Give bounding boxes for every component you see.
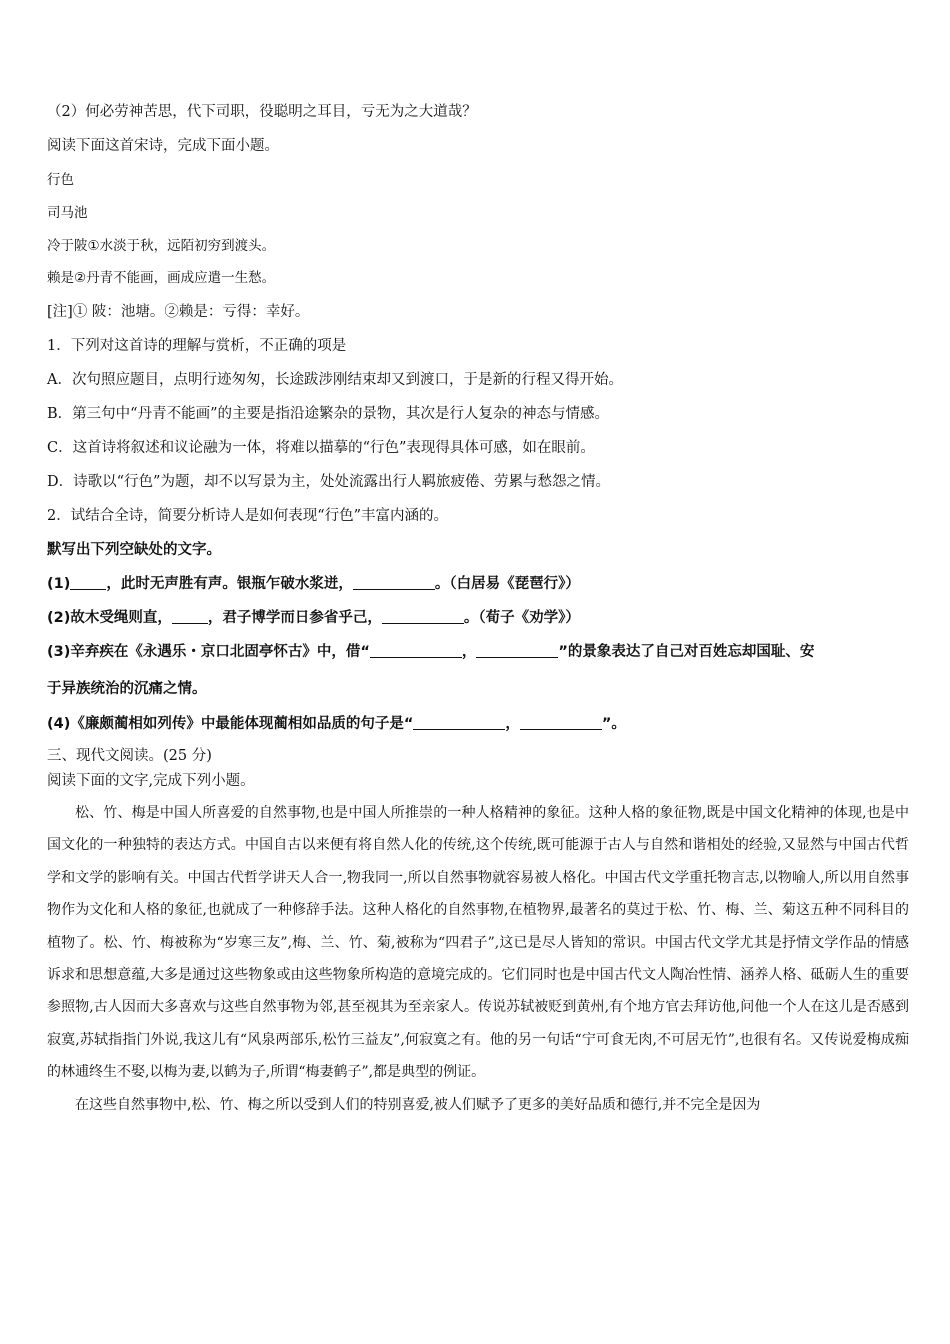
- answer-blank[interactable]: [353, 575, 435, 590]
- dictation-item-1: [47, 574, 580, 594]
- question-2b: 2．试结合全诗，简要分析诗人是如何表现“行色”丰富内涵的。: [47, 508, 449, 524]
- option-a: A．次句照应题目，点明行迹匆匆，长途跋涉刚结束却又到渡口，于是新的行程又得开始。: [47, 372, 623, 388]
- dictation-item-3-b: ，: [461, 644, 477, 660]
- dictation-item-2: [47, 608, 580, 628]
- dictation-item-2-c: 。（荀子《劝学》）: [463, 610, 580, 626]
- dictation-item-2-b: ，君子博学而日参省乎己，: [207, 610, 382, 626]
- answer-blank[interactable]: [476, 643, 558, 658]
- dictation-item-4-b: ，: [505, 716, 520, 732]
- dictation-item-3-cont: 于异族统治的沉痛之情。: [47, 681, 207, 697]
- dictation-item-1-a: (1): [47, 576, 71, 592]
- answer-blank[interactable]: [413, 715, 505, 730]
- section-3-heading: 三、现代文阅读。(25 分): [47, 748, 212, 764]
- dictation-item-3-c: ”的景象表达了自己对百姓忘却国耻、安: [558, 644, 815, 660]
- section-3-intro: 阅读下面的文字,完成下列小题。: [47, 773, 255, 789]
- poem-title: 行色: [47, 172, 74, 188]
- answer-blank[interactable]: [382, 609, 464, 624]
- dictation-heading: 默写出下列空缺处的文字。: [47, 542, 221, 558]
- passage-paragraph-2: 在这些自然事物中,松、竹、梅之所以受到人们的特别喜爱,被人们赋予了更多的美好品质和德行,并不完全是因为: [75, 1096, 761, 1113]
- question-1: 1．下列对这首诗的理解与赏析，不正确的项是: [47, 338, 347, 354]
- dictation-item-1-b: ，此时无声胜有声。银瓶乍破水浆迸，: [106, 576, 353, 592]
- dictation-item-3: [47, 642, 814, 662]
- dictation-item-4: [47, 714, 626, 734]
- poem-note: [注]① 陂：池塘。②赖是：亏得：幸好。: [47, 304, 310, 320]
- answer-blank[interactable]: [370, 643, 462, 658]
- poem-author: 司马池: [47, 205, 88, 221]
- poem-line-1: 冷于陂①水淡于秋，远陌初穷到渡头。: [47, 238, 276, 254]
- passage-paragraph-1: 松、竹、梅是中国人所喜爱的自然事物,也是中国人所推崇的一种人格精神的象征。这种人格的象征物,既是中国文化精神的体现,也是中国文化的一种独特的表达方式。中国自古以来便有将自然人化的传统,这个传统,既可能源于古人与自然和谐相处的经验,又显然与中国古代哲学和文学的影响有关。中国古代哲学讲天人合一,物我同一,所以自然事物就容易被人格化。中国古代文学重托物言志,以物喻人,所以用自然事物作为文化和人格的象征,也就成了一种修辞手法。这种人格化的自然事物,在植物界,最著名的莫过于松、竹、梅、兰、菊这五种不同科目的植物了。松、竹、梅被称为“岁寒三友”,梅、兰、竹、菊,被称为“四君子”,这已是尽人皆知的常识。中国古代文学尤其是抒情文学作品的情感诉求和思想意蕴,大多是通过这些物象或由这些物象所构造的意境完成的。它们同时也是中国古代文人陶冶性情、涵养人格、砥砺人生的重要参照物,古人因而大多喜欢与这些自然事物为邻,甚至视其为至亲家人。传说苏轼被贬到黄州,有个地方官去拜访他,问他一个人在这儿是否感到寂寞,苏轼指指门外说,我这儿有“风泉两部乐,松竹三益友”,何寂寞之有。他的另一句话“宁可食无肉,不可居无竹”,也很有名。又传说爱梅成痴的林逋终生不娶,以梅为妻,以鹤为子,所谓“梅妻鹤子”,都是典型的例证。: [47, 805, 909, 1081]
- reading-passage: [47, 797, 909, 1121]
- dictation-item-3-a: (3)辛弃疾在《永遇乐・京口北固亭怀古》中，借“: [47, 644, 370, 660]
- answer-blank[interactable]: [520, 715, 602, 730]
- poem-intro: 阅读下面这首宋诗，完成下面小题。: [47, 138, 279, 154]
- option-d: D．诗歌以“行色”为题，却不以写景为主，处处流露出行人羁旅疲倦、劳累与愁怨之情。: [47, 474, 610, 490]
- question-2-text: （2）何必劳神苦思，代下司职，役聪明之耳目，亏无为之大道哉？: [47, 104, 477, 120]
- answer-blank[interactable]: [172, 609, 208, 624]
- poem-line-2: 赖是②丹青不能画，画成应遣一生愁。: [47, 270, 276, 286]
- answer-blank[interactable]: [70, 575, 106, 590]
- dictation-item-4-c: ”。: [601, 716, 626, 732]
- option-b: B．第三句中“丹青不能画”的主要是指沿途繁杂的景物，其次是行人复杂的神态与情感。: [47, 406, 609, 422]
- dictation-item-4-a: (4)《廉颇蔺相如列传》中最能体现蔺相如品质的句子是“: [47, 716, 414, 732]
- dictation-item-2-a: (2)故木受绳则直，: [47, 610, 172, 626]
- dictation-item-1-c: 。（白居易《琵琶行》）: [434, 576, 580, 592]
- option-c: C．这首诗将叙述和议论融为一体，将难以描摹的“行色”表现得具体可感，如在眼前。: [47, 440, 595, 456]
